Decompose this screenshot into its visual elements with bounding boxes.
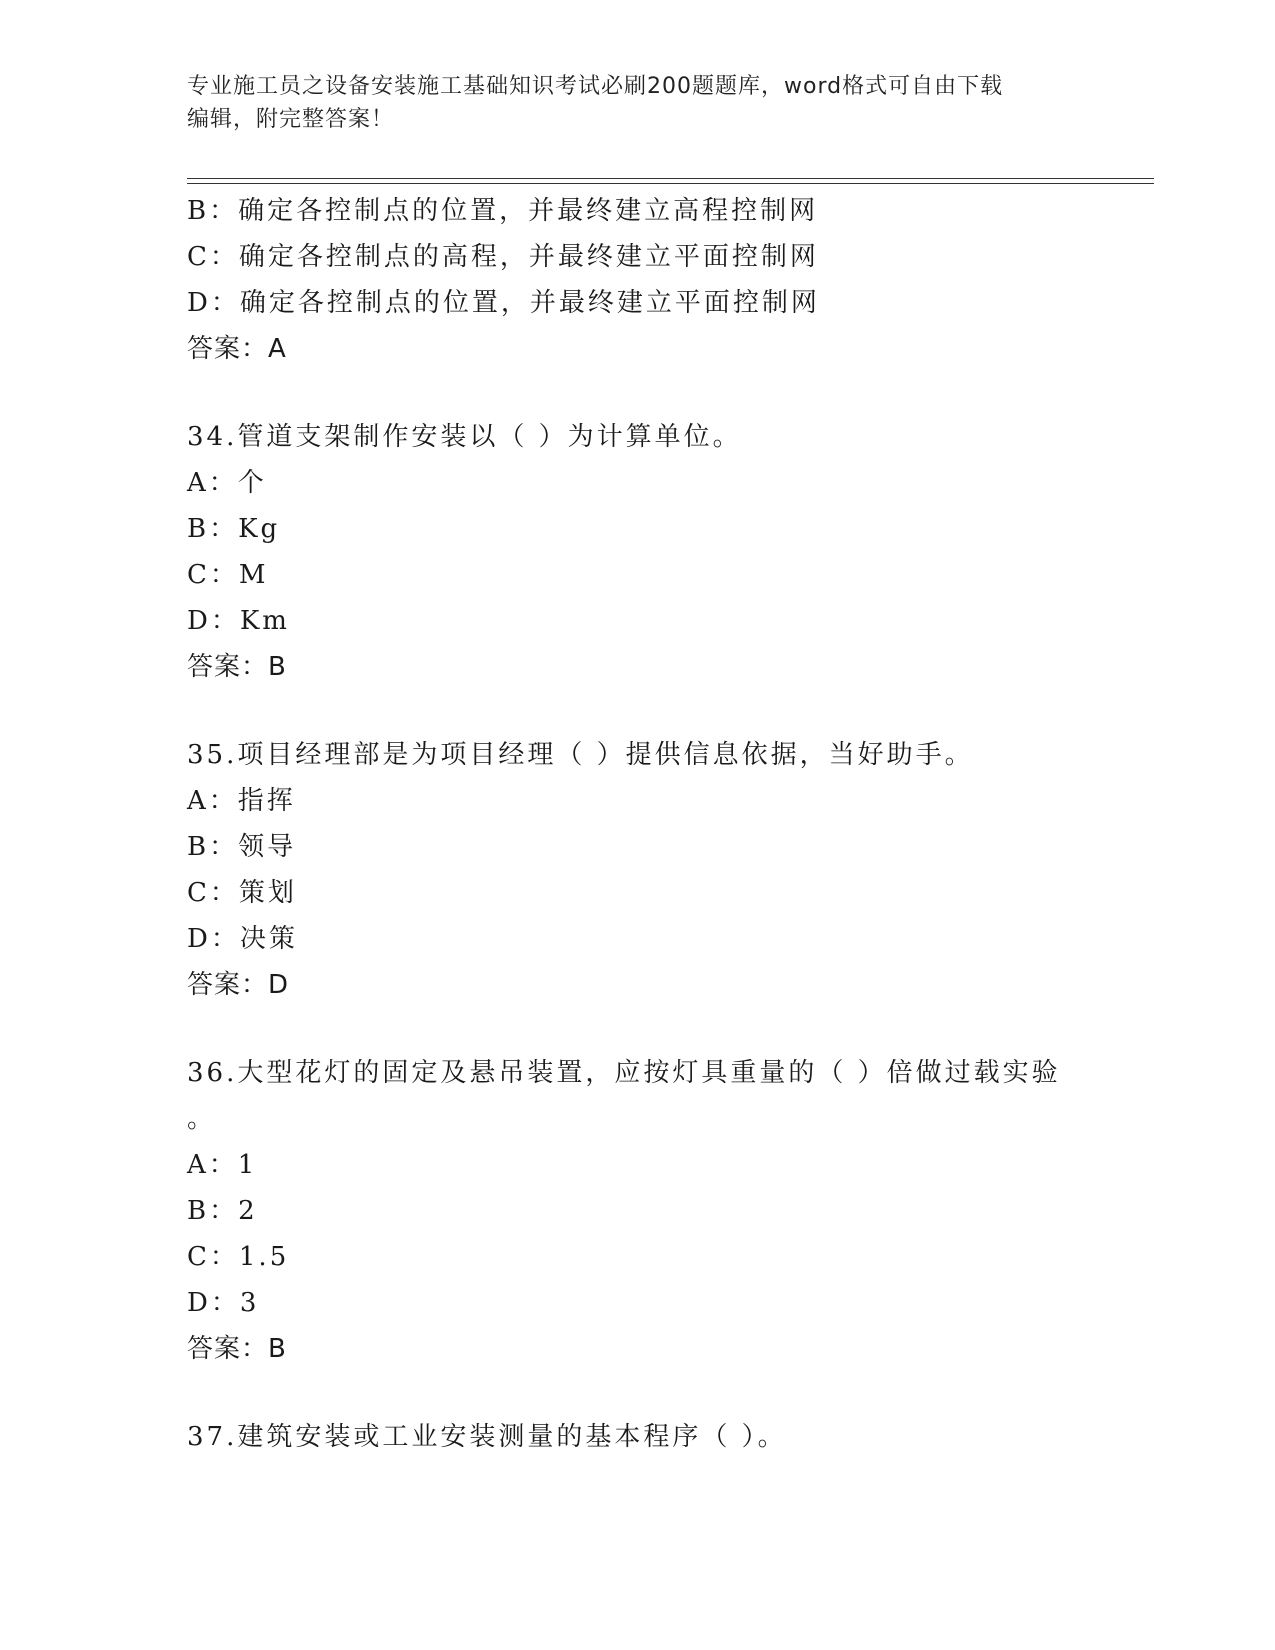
question-block-36 [187, 1050, 1087, 1372]
option-b: B：Kg [187, 514, 281, 544]
question-block-35 [187, 732, 1087, 1008]
header-divider-top [187, 178, 1154, 179]
spacer [187, 1008, 1087, 1050]
question-text: 34.管道支架制作安装以（ ）为计算单位。 [187, 422, 742, 452]
header-line-2: 编辑，附完整答案！ [187, 107, 395, 132]
option-a: A：1 [187, 1150, 258, 1180]
option-b: B：确定各控制点的位置，并最终建立高程控制网 [187, 196, 819, 226]
question-text: 35.项目经理部是为项目经理（ ）提供信息依据，当好助手。 [187, 740, 974, 770]
header-divider-bottom [187, 183, 1154, 184]
question-block-34 [187, 414, 1087, 690]
option-c: C：策划 [187, 878, 297, 908]
option-c: C：1.5 [187, 1242, 290, 1272]
option-a: A：指挥 [187, 786, 296, 816]
spacer [187, 690, 1087, 732]
question-text: 36.大型花灯的固定及悬吊装置，应按灯具重量的（ ）倍做过载实验 [187, 1058, 1061, 1088]
question-text: 37.建筑安装或工业安装测量的基本程序（ ）。 [187, 1422, 787, 1452]
option-c: C：M [187, 560, 269, 590]
spacer [187, 1372, 1087, 1414]
question-list [187, 188, 1087, 1460]
option-c: C：确定各控制点的高程，并最终建立平面控制网 [187, 242, 819, 272]
spacer [187, 372, 1087, 414]
option-d: D：确定各控制点的位置，并最终建立平面控制网 [187, 288, 820, 318]
answer-line: 答案：B [187, 652, 287, 682]
answer-line: 答案：A [187, 334, 287, 364]
question-text-continuation: 。 [187, 1104, 217, 1134]
option-b: B：领导 [187, 832, 297, 862]
answer-line: 答案：D [187, 970, 290, 1000]
answer-line: 答案：B [187, 1334, 287, 1364]
option-d: D：Km [187, 606, 290, 636]
question-block-37 [187, 1414, 1087, 1460]
question-block-33 [187, 188, 1087, 372]
option-d: D：决策 [187, 924, 298, 954]
option-b: B：2 [187, 1196, 258, 1226]
header-line-1: 专业施工员之设备安装施工基础知识考试必刷200题题库，word格式可自由下载 [187, 74, 1004, 99]
document-header [187, 70, 1087, 136]
option-d: D：3 [187, 1288, 260, 1318]
option-a: A：个 [187, 468, 267, 498]
